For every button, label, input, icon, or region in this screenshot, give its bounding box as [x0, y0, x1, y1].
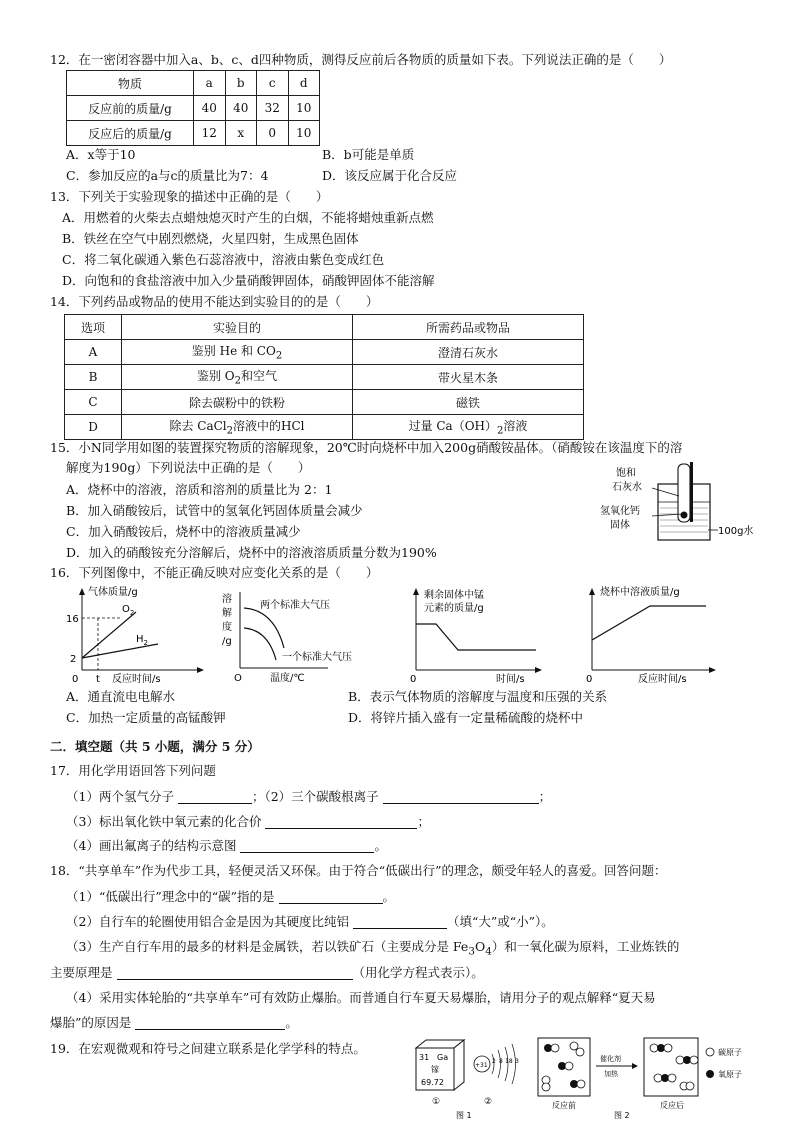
electron-count: 3: [515, 1058, 519, 1065]
axis-x-label: 温度/℃: [270, 673, 305, 684]
table-cell: 磁铁: [353, 390, 584, 415]
table-row: [65, 390, 584, 415]
table-row: [65, 415, 584, 440]
table-cell: B: [65, 365, 122, 390]
q13-stem: 13．下列关于实验现象的描述中正确的是（ ）: [50, 189, 329, 204]
section-heading: 二．填空题（共 5 小题，满分 5 分）: [50, 739, 260, 754]
curve-label-two-atm: 两个标准大气压: [260, 600, 330, 611]
q13-option-b: B．铁丝在空气中剧烈燃烧，火星四射，生成黑色固体: [62, 231, 359, 246]
q17-part4: （4）画出氟离子的结构示意图: [66, 838, 237, 853]
axis-x-label: 反应时间/s: [112, 674, 161, 685]
punct: 。: [285, 1015, 298, 1030]
data-line: [592, 606, 706, 640]
cell-sub: 2: [275, 350, 283, 362]
q15-option-a: A．烧杯中的溶液，溶质和溶剂的质量比为 2：1: [66, 482, 333, 497]
answer-blank[interactable]: [353, 914, 447, 929]
table-cell: [122, 340, 353, 365]
q18-line3: [66, 938, 679, 961]
q18-part2-hint: （填“大”或“小”）。: [446, 914, 554, 929]
table-cell: 澄清石灰水: [353, 340, 584, 365]
element-cube: [416, 1040, 464, 1090]
q16-option-c: C．加热一定质量的高锰酸钾: [66, 710, 226, 725]
cell-sub: 2: [497, 425, 504, 437]
punct: 。: [374, 838, 387, 853]
cell-text: 过量 Ca（OH）: [408, 419, 498, 434]
q18-line4: （4）采用实体轮胎的“共享单车”可有效防止爆胎。而普通自行车夏天易爆胎，请用分子的观点解释“夏天易: [66, 990, 656, 1005]
graph-b-solubility: [218, 588, 368, 688]
table-cell: A: [65, 340, 122, 365]
table-cell: c: [257, 71, 289, 96]
q15-stem-line2: 解度为190g）下列说法中正确的是（ ）: [66, 460, 311, 475]
electron-count: 2: [492, 1058, 496, 1065]
punct: ；: [538, 789, 552, 804]
table-cell: 反应后的质量/g: [67, 121, 194, 146]
q18-part3: （3）生产自行车用的最多的材料是金属铁，若以铁矿石（主要成分是 Fe: [66, 939, 469, 954]
answer-blank[interactable]: [135, 1015, 285, 1030]
table-row: [67, 71, 320, 96]
cell-text: 溶液中的HCl: [233, 419, 305, 434]
q15-stem-line1: 15．小N同学用如图的装置探究物质的溶解现象，20℃时向烧杯中加入200g硝酸铵晶体。（硝酸铵在该温度下的溶: [50, 440, 683, 455]
tick-label: 2: [70, 654, 77, 665]
cell-sub: 2: [226, 425, 234, 437]
q18-line1: [66, 888, 395, 906]
cell-text: 鉴别 O: [196, 369, 235, 384]
axis-y-label: 剩余固体中锰: [424, 590, 484, 601]
legend-carbon-label: 碳原子: [718, 1048, 742, 1057]
label-calcium-hydroxide: 氢氧化钙: [600, 506, 640, 517]
answer-blank[interactable]: [117, 965, 353, 980]
q16-option-d: D．将锌片插入盛有一定量稀硫酸的烧杯中: [348, 710, 584, 725]
table-cell: x: [225, 121, 257, 146]
answer-blank[interactable]: [178, 789, 252, 804]
table-cell: 40: [225, 96, 257, 121]
q18-part3: ）和一氧化碳为原料，工业炼铁的: [491, 939, 680, 954]
q19-stem: 19．在宏观微观和符号之间建立联系是化学学科的特点。: [50, 1041, 366, 1056]
subscript: 3: [468, 945, 475, 958]
table-row: [67, 121, 320, 146]
graph-c-permanganate: [406, 584, 556, 688]
data-line: [416, 624, 536, 650]
table-cell: 带火星木条: [353, 365, 584, 390]
o2-label: $O_2$: [122, 604, 135, 617]
graph-d-zinc-acid: [580, 584, 740, 688]
q14-table: [64, 314, 584, 440]
table-row: [65, 315, 584, 340]
table-cell: 10: [288, 121, 320, 146]
cell-sub: 2: [234, 375, 241, 387]
q18-line2: [66, 913, 554, 931]
origin-label: O: [234, 673, 242, 684]
q17-stem: 17．用化学用语回答下列问题: [50, 763, 216, 778]
axis-x-label: 时间/s: [496, 674, 525, 685]
table-cell: [353, 415, 584, 440]
punct: ；: [417, 814, 430, 829]
o2-line: [82, 612, 136, 658]
origin-label: 0: [72, 674, 79, 685]
after-label: 反应后: [660, 1101, 684, 1110]
q17-part1: （1）两个氢气分子: [66, 789, 174, 804]
q18-part2: （2）自行车的轮圈使用铝合金是因为其硬度比纯铝: [66, 914, 349, 929]
q16-option-b: B．表示气体物质的溶解度与温度和压强的关系: [348, 689, 608, 704]
axis-y-label: 烧杯中溶液质量/g: [600, 587, 680, 598]
q12-option-a: A．x等于10: [66, 147, 136, 162]
table-row: [67, 96, 320, 121]
curve-two-atm: [244, 608, 284, 648]
table-cell: [122, 415, 353, 440]
table-cell: d: [288, 71, 320, 96]
element-symbol: Ga: [437, 1053, 449, 1062]
tick-label: 16: [66, 614, 79, 625]
electron-count: 18: [505, 1058, 513, 1065]
nucleus-charge: +31: [475, 1062, 488, 1069]
q13-option-d: D．向饱和的食盐溶液中加入少量硝酸钾固体，硝酸钾固体不能溶解: [62, 273, 435, 288]
q16-option-a: A．通直流电电解水: [66, 689, 176, 704]
figure-caption: 图 2: [614, 1111, 630, 1120]
axis-y-label: /g: [222, 636, 232, 647]
q15-option-c: C．加入硝酸铵后，烧杯中的溶液质量减少: [66, 524, 301, 539]
q18-part3: O: [474, 939, 486, 954]
q12-option-b: B．b可能是单质: [322, 147, 415, 162]
label-saturated: 饱和: [616, 468, 636, 479]
before-label: 反应前: [552, 1101, 576, 1110]
cell-text: 除去 CaCl: [169, 419, 227, 434]
marker-1: ①: [432, 1097, 441, 1107]
origin-label: 0: [586, 674, 593, 685]
answer-blank[interactable]: [265, 814, 417, 829]
table-cell: 10: [288, 96, 320, 121]
q16-stem: 16．下列图像中，不能正确反映对应变化关系的是（ ）: [50, 565, 379, 580]
atom-structure-diagram: [474, 1044, 519, 1084]
q18-part1: （1）“低碳出行”理念中的“碳”指的是: [66, 889, 275, 904]
q17-line4: [66, 837, 387, 855]
table-cell: 12: [194, 121, 226, 146]
q14-stem: 14．下列药品或物品的使用不能达到实验目的的是（ ）: [50, 294, 379, 309]
q12-option-d: D．该反应属于化合反应: [322, 168, 458, 183]
answer-blank[interactable]: [279, 889, 383, 904]
condition-catalyst: 催化剂: [600, 1055, 621, 1063]
pointer-line: [652, 488, 679, 496]
axis-y-label: 度: [222, 622, 232, 633]
tick-label: t: [96, 674, 100, 685]
q18-part3-hint: （用化学方程式表示）。: [352, 965, 484, 980]
beaker-apparatus-figure: [600, 458, 760, 548]
table-cell: b: [225, 71, 257, 96]
legend-carbon-swatch: [706, 1048, 714, 1056]
q18-part4: 爆胎”的原因是: [50, 1015, 132, 1030]
subscript: 4: [485, 945, 492, 958]
table-row: [65, 340, 584, 365]
cell-text: 鉴别 He 和 CO: [191, 344, 276, 359]
q12-option-c: C．参加反应的a与c的质量比为7：4: [66, 168, 269, 183]
table-cell: 40: [194, 96, 226, 121]
axis-y-label: 溶: [222, 594, 232, 605]
stirring-rod: [690, 462, 693, 522]
q17-part3: （3）标出氧化铁中氧元素的化合价: [66, 814, 262, 829]
q17-line3: [66, 813, 430, 831]
calcium-hydroxide-solid: [681, 512, 688, 519]
curve-one-atm: [244, 628, 276, 660]
q13-option-a: A．用燃着的火柴去点蜡烛熄灭时产生的白烟，不能将蜡烛重新点燃: [62, 210, 434, 225]
axis-y-label: 解: [222, 608, 232, 619]
figure-2-reaction: [534, 1034, 764, 1122]
table-cell: 反应前的质量/g: [67, 96, 194, 121]
atomic-number: 31: [419, 1053, 430, 1062]
marker-2: ②: [484, 1097, 493, 1107]
h2-label: $H_2$: [136, 634, 148, 647]
table-cell: 选项: [65, 315, 122, 340]
q18-line3b: [50, 964, 484, 982]
table-cell: 所需药品或物品: [353, 315, 584, 340]
electron-count: 8: [499, 1058, 503, 1065]
condition-heat: 加热: [604, 1070, 618, 1078]
answer-blank[interactable]: [240, 838, 374, 853]
table-cell: 32: [257, 96, 289, 121]
table-cell: [122, 365, 353, 390]
answer-blank[interactable]: [383, 789, 539, 804]
q12-stem: 12．在一密闭容器中加入a、b、c、d四种物质，测得反应前后各物质的质量如下表。下列说法正确的是（ ）: [50, 52, 672, 67]
label-100g-water: 100g水: [718, 526, 754, 537]
label-solid: 固体: [610, 520, 630, 531]
q13-option-c: C．将二氧化碳通入紫色石蕊溶液中，溶液由紫色变成红色: [62, 252, 385, 267]
label-limewater: 石灰水: [612, 482, 642, 493]
q15-option-d: D．加入的硝酸铵充分溶解后，烧杯中的溶液溶质质量分数为190%: [66, 545, 437, 560]
q17-part2: ；（2）三个碳酸根离子: [251, 789, 379, 804]
q15-option-b: B．加入硝酸铵后，试管中的氢氧化钙固体质量会减少: [66, 503, 363, 518]
punct: 。: [382, 889, 396, 904]
table-cell: C: [65, 390, 122, 415]
graph-a-electrolysis: [58, 584, 208, 688]
table-cell: 实验目的: [122, 315, 353, 340]
table-cell: a: [194, 71, 226, 96]
q18-line4b: [50, 1014, 298, 1032]
cell-text: 溶液: [503, 419, 528, 434]
q18-stem: 18．“共享单车”作为代步工具，轻便灵活又环保。由于符合“低碳出行”的理念，颇受年轻人的喜爱。回答问题：: [50, 863, 667, 878]
cell-text: 和空气: [241, 369, 278, 384]
element-name: 镓: [431, 1065, 439, 1074]
table-cell: D: [65, 415, 122, 440]
origin-label: 0: [410, 674, 417, 685]
legend-oxygen-swatch: [706, 1070, 714, 1078]
axis-y-label: 元素的质量/g: [424, 603, 484, 614]
q12-table: [66, 70, 320, 146]
atomic-mass: 69.72: [421, 1078, 444, 1087]
q17-line1: [66, 788, 551, 806]
axis-y-label: 气体质量/g: [88, 587, 138, 598]
table-cell: 物质: [67, 71, 194, 96]
table-cell: 除去碳粉中的铁粉: [122, 390, 353, 415]
legend-oxygen-label: 氧原子: [718, 1070, 742, 1079]
curve-label-one-atm: 一个标准大气压: [282, 652, 352, 663]
axis-x-label: 反应时间/s: [638, 674, 687, 685]
figure-1-gallium: [410, 1034, 530, 1122]
table-cell: 0: [257, 121, 289, 146]
table-row: [65, 365, 584, 390]
q18-part3: 主要原理是: [50, 965, 113, 980]
figure-caption: 图 1: [456, 1111, 472, 1120]
